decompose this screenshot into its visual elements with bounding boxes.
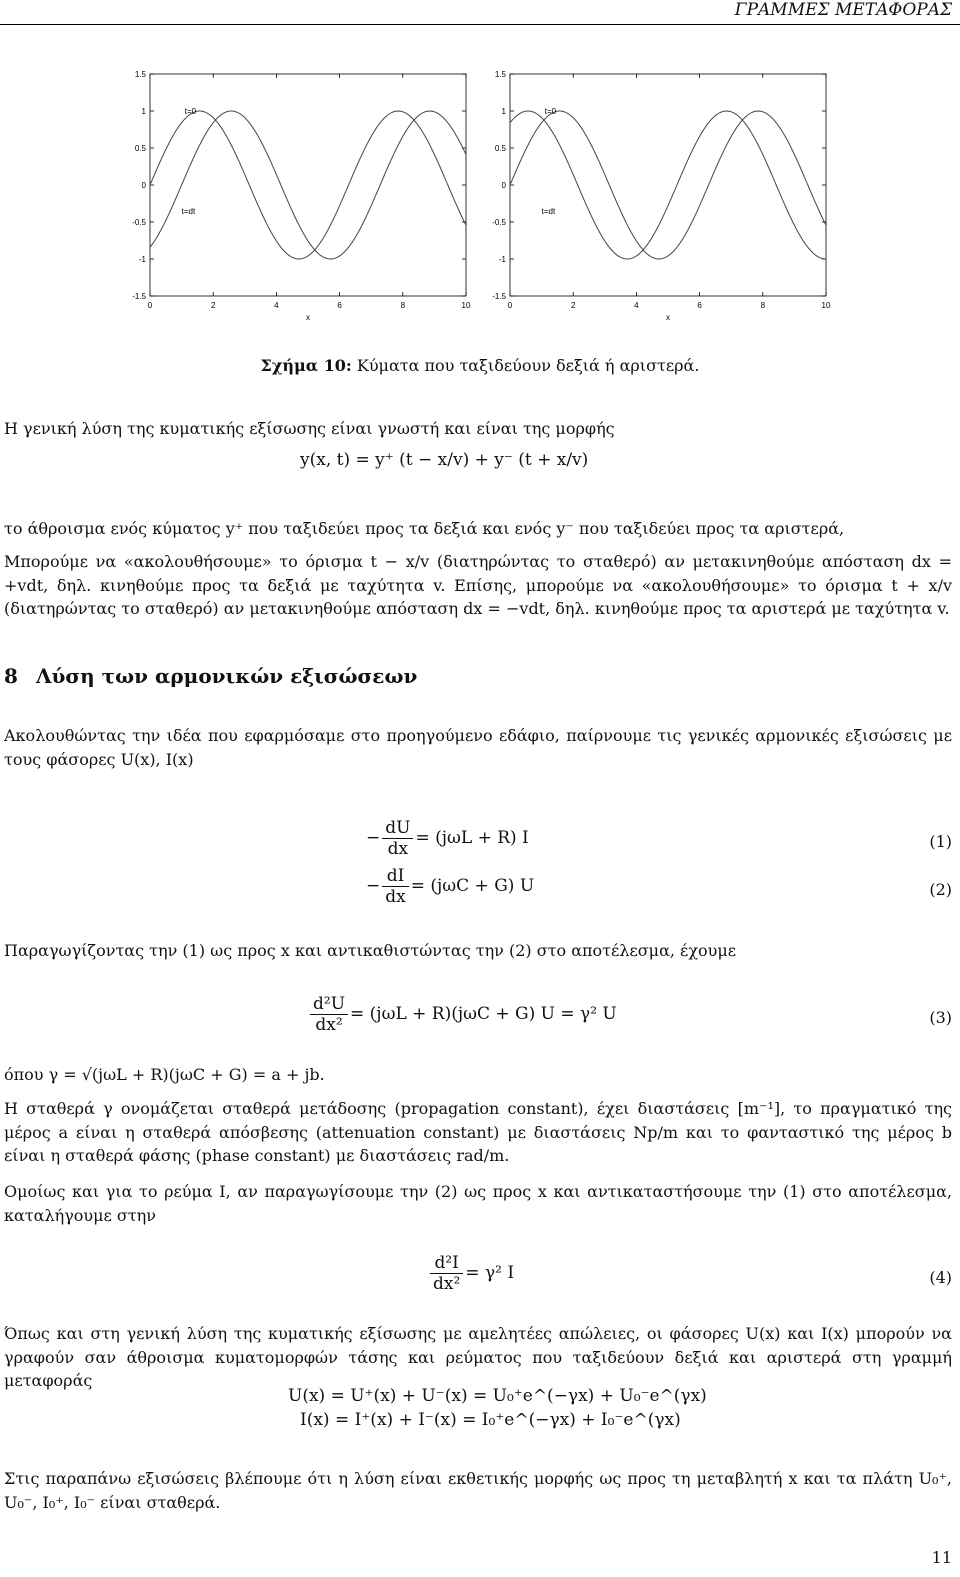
eq1-rhs: = (jωL + R) I xyxy=(415,828,529,848)
y-tick-label: 0.5 xyxy=(134,144,146,153)
y-tick-label: -1.5 xyxy=(132,292,146,301)
paragraph-current-derivation: Ομοίως και για το ρεύμα I, αν παραγωγίσουμε την (2) ως προς x και αντικαταστήσουμε την (1) στο αποτέλεσμα, καταλήγουμε στην xyxy=(4,1182,952,1225)
eq3-denominator: dx² xyxy=(315,1015,343,1035)
eq1-numerator: dU xyxy=(382,818,413,839)
annotation-tdt: t=dt xyxy=(181,206,196,216)
eq3-label: (3) xyxy=(929,1008,952,1027)
annotation-tdt: t=dt xyxy=(541,206,556,216)
x-axis-label: x xyxy=(666,313,670,322)
x-tick-label: 4 xyxy=(634,301,639,310)
eq1-denominator: dx xyxy=(387,839,409,859)
annotation-t0: t=0 xyxy=(544,107,557,116)
y-tick-label: -0.5 xyxy=(492,218,506,227)
x-axis-label: x xyxy=(306,313,310,322)
series-line-tdt xyxy=(150,111,466,259)
series-line-t0 xyxy=(510,111,826,259)
x-tick-label: 6 xyxy=(337,301,342,310)
plot-frame xyxy=(510,74,826,296)
wave-plot-right-moving xyxy=(118,62,498,332)
x-tick-label: 8 xyxy=(400,301,406,310)
eq3-rhs: = (jωL + R)(jωC + G) U = γ² U xyxy=(350,1004,617,1024)
equation-2: − $\frac{dI}{dx}$ = (jωC + G) U xyxy=(366,866,535,907)
x-tick-label: 8 xyxy=(760,301,766,310)
x-tick-label: 10 xyxy=(821,301,831,310)
annotation-t0: t=0 xyxy=(184,107,197,116)
eq4-label: (4) xyxy=(929,1268,952,1287)
x-tick-label: 4 xyxy=(274,301,279,310)
paragraph-follow-argument: Μπορούμε να «ακολουθήσουμε» το όρισμα t − x/v (διατηρώντας το σταθερό) αν μετακινηθούμε απόσταση dx = +vdt, δηλ. κινηθούμε προς τα δεξιά με ταχύτητα v. Επίσης, μπορούμε να «ακολουθήσουμε» το όρισμα t + x/v (διατηρώντας το σταθερό) αν μετακινηθούμε απόσταση dx = −vdt, δηλ. κινηθούμε προς τα αριστερά με ταχύτητα v. xyxy=(4,552,952,618)
equation-4 xyxy=(428,1253,514,1294)
paragraph-phasor-waves: Όπως και στη γενική λύση της κυματικής εξίσωσης με αμελητέες απώλειες, οι φάσορες U(x) και I(x) μπορούν να γραφούν σαν άθροισμα κυματομορφών τάσης και ρεύματος που ταξιδεύουν δεξιά και αριστερά στη γραμμή μεταφοράς xyxy=(4,1324,952,1390)
y-tick-label: -1.5 xyxy=(492,292,506,301)
x-tick-label: 0 xyxy=(147,301,153,310)
eq2-denominator: dx xyxy=(385,887,406,907)
equation-general-solution: y(x, t) = y⁺ (t − x/v) + y⁻ (t + x/v) xyxy=(300,450,589,470)
y-tick-label: -1 xyxy=(498,255,506,264)
y-tick-label: 1 xyxy=(501,107,506,116)
section-heading xyxy=(4,664,417,688)
figure-label: Σχήμα 10: xyxy=(260,356,352,375)
y-tick-label: 0.5 xyxy=(494,144,506,153)
eq1-label: (1) xyxy=(929,832,952,851)
y-tick-label: 0 xyxy=(501,181,506,190)
equation-3 xyxy=(308,994,617,1035)
header-title: ΓΡΑΜΜΕΣ ΜΕΤΑΦΟΡΑΣ xyxy=(734,0,952,20)
paragraph-propagation-constant: Η σταθερά γ ονομάζεται σταθερά μετάδοσης (propagation constant), έχει διαστάσεις [m⁻¹], το πραγματικό της μέρος a είναι η σταθερά απόσβεσης (attenuation constant) με διαστάσεις Np/m και το φανταστικό της μέρος b είναι η σταθερά φάσης (phase constant) με διαστάσεις rad/m. xyxy=(4,1099,952,1165)
section-number: 8 xyxy=(4,664,18,688)
eq4-rhs: = γ² I xyxy=(465,1263,515,1283)
x-tick-label: 2 xyxy=(210,301,216,310)
series-line-tdt xyxy=(510,111,826,259)
paragraph-sum-of-waves: το άθροισμα ενός κύματος y⁺ που ταξιδεύει προς τα δεξιά και ενός y⁻ που ταξιδεύει προς τα αριστερά, xyxy=(4,519,845,538)
paragraph-general-solution: Η γενική λύση της κυματικής εξίσωσης είναι γνωστή και είναι της μορφής xyxy=(4,419,615,438)
figure-caption-text: Κύματα που ταξιδεύουν δεξιά ή αριστερά. xyxy=(351,356,700,375)
running-header xyxy=(0,0,960,25)
wave-plot-left-moving xyxy=(478,62,858,332)
y-tick-label: 1.5 xyxy=(134,70,146,79)
plot-frame xyxy=(150,74,466,296)
series-line-t0 xyxy=(150,111,466,259)
page-number: 11 xyxy=(931,1548,952,1567)
y-tick-label: 0 xyxy=(141,181,146,190)
eq4-numerator: d²I xyxy=(430,1253,463,1274)
eq2-numerator: dI xyxy=(382,866,408,887)
equation-voltage-solution: U(x) = U⁺(x) + U⁻(x) = U₀⁺e^(−γx) + U₀⁻e^(γx) xyxy=(288,1386,707,1406)
x-tick-label: 2 xyxy=(570,301,576,310)
eq2-rhs: = (jωC + G) U xyxy=(410,876,535,896)
equation-1: − $\frac{dU}{dx}$ = (jωL + R) I xyxy=(366,818,529,859)
paragraph-exponential-form: Στις παραπάνω εξισώσεις βλέπουμε ότι η λύση είναι εκθετικής μορφής ως προς τη μεταβλητή x και τα πλάτη U₀⁺, U₀⁻, I₀⁺, I₀⁻ είναι σταθερά. xyxy=(4,1469,952,1512)
eq2-label: (2) xyxy=(929,880,952,899)
paragraph-gamma-definition: όπου γ = √(jωL + R)(jωC + G) = a + jb. xyxy=(4,1065,325,1084)
eq3-numerator: d²U xyxy=(310,994,348,1015)
y-tick-label: 1 xyxy=(141,107,146,116)
equation-current-solution: I(x) = I⁺(x) + I⁻(x) = I₀⁺e^(−γx) + I₀⁻e^(γx) xyxy=(300,1410,681,1430)
x-tick-label: 6 xyxy=(697,301,702,310)
x-tick-label: 0 xyxy=(507,301,513,310)
figure-caption xyxy=(0,356,960,375)
paragraph-harmonic-equations: Ακολουθώντας την ιδέα που εφαρμόσαμε στο προηγούμενο εδάφιο, παίρνουμε τις γενικές αρμονικές εξισώσεις με τους φάσορες U(x), I(x) xyxy=(4,726,952,769)
y-tick-label: -0.5 xyxy=(132,218,146,227)
eq4-denominator: dx² xyxy=(433,1274,461,1294)
y-tick-label: -1 xyxy=(138,255,146,264)
y-tick-label: 1.5 xyxy=(494,70,506,79)
section-title: Λύση των αρμονικών εξισώσεων xyxy=(36,664,418,688)
paragraph-differentiate: Παραγωγίζοντας την (1) ως προς x και αντικαθιστώντας την (2) στο αποτέλεσμα, έχουμε xyxy=(4,941,737,960)
x-tick-label: 10 xyxy=(461,301,471,310)
